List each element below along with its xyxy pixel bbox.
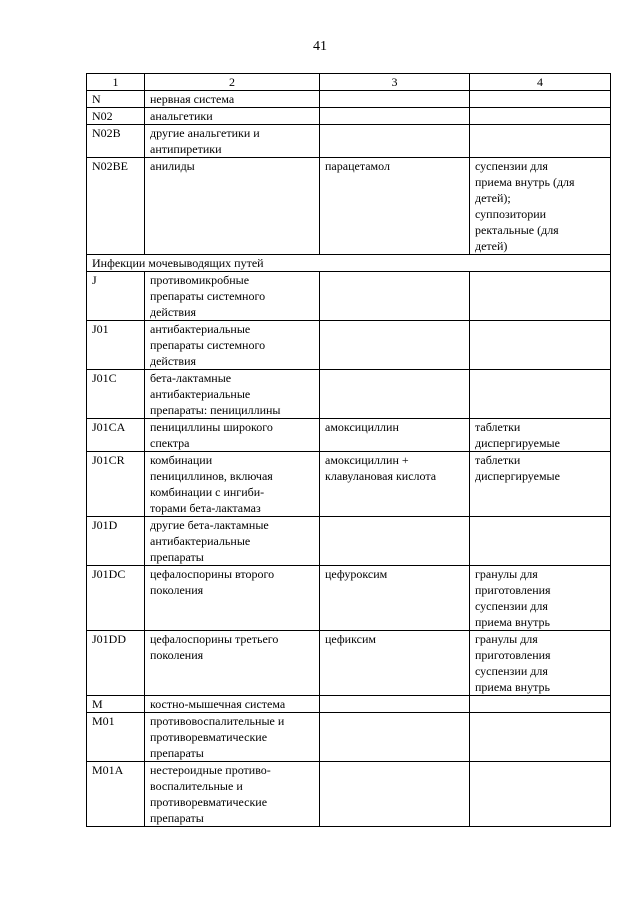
table-row bbox=[87, 158, 611, 255]
substance-cell: парацетамол bbox=[320, 158, 470, 255]
substance-cell: амоксициллин bbox=[320, 419, 470, 452]
group-cell: цефалоспорины второго поколения bbox=[145, 566, 320, 631]
substance-cell bbox=[320, 696, 470, 713]
table-header-row bbox=[87, 74, 611, 91]
drug-table-body bbox=[87, 74, 611, 827]
atc-code-cell: J01DC bbox=[87, 566, 145, 631]
column-header: 2 bbox=[145, 74, 320, 91]
dosage-form-cell bbox=[470, 517, 611, 566]
atc-code-cell: N02B bbox=[87, 125, 145, 158]
substance-cell bbox=[320, 370, 470, 419]
section-row bbox=[87, 255, 611, 272]
table-row bbox=[87, 370, 611, 419]
dosage-form-cell bbox=[470, 713, 611, 762]
group-cell: противовоспалительные и противоревматические препараты bbox=[145, 713, 320, 762]
table-row bbox=[87, 108, 611, 125]
substance-cell bbox=[320, 517, 470, 566]
table-row bbox=[87, 517, 611, 566]
group-cell: другие анальгетики и антипиретики bbox=[145, 125, 320, 158]
substance-cell bbox=[320, 272, 470, 321]
group-cell: нервная система bbox=[145, 91, 320, 108]
dosage-form-cell bbox=[470, 125, 611, 158]
table-row bbox=[87, 713, 611, 762]
table-row bbox=[87, 696, 611, 713]
column-header: 4 bbox=[470, 74, 611, 91]
atc-code-cell: J01C bbox=[87, 370, 145, 419]
table-row bbox=[87, 321, 611, 370]
table-row bbox=[87, 419, 611, 452]
atc-code-cell: J01CR bbox=[87, 452, 145, 517]
group-cell: анальгетики bbox=[145, 108, 320, 125]
group-cell: пенициллины широкого спектра bbox=[145, 419, 320, 452]
group-cell: цефалоспорины третьего поколения bbox=[145, 631, 320, 696]
table-row bbox=[87, 91, 611, 108]
dosage-form-cell: суспензии для приема внутрь (для детей); суппозитории ректальные (для детей) bbox=[470, 158, 611, 255]
group-cell: другие бета-лактамные антибактериальные препараты bbox=[145, 517, 320, 566]
substance-cell bbox=[320, 91, 470, 108]
atc-code-cell: J01 bbox=[87, 321, 145, 370]
section-title: Инфекции мочевыводящих путей bbox=[87, 255, 611, 272]
dosage-form-cell bbox=[470, 762, 611, 827]
table-row bbox=[87, 452, 611, 517]
dosage-form-cell: гранулы для приготовления суспензии для приема внутрь bbox=[470, 566, 611, 631]
page-number: 41 bbox=[313, 39, 327, 54]
dosage-form-cell: таблетки диспергируемые bbox=[470, 452, 611, 517]
dosage-form-cell bbox=[470, 91, 611, 108]
substance-cell: цефиксим bbox=[320, 631, 470, 696]
dosage-form-cell bbox=[470, 696, 611, 713]
table-row bbox=[87, 566, 611, 631]
group-cell: комбинации пенициллинов, включая комбинации с ингиби- торами бета-лактамаз bbox=[145, 452, 320, 517]
group-cell: бета-лактамные антибактериальные препараты: пенициллины bbox=[145, 370, 320, 419]
atc-code-cell: M01A bbox=[87, 762, 145, 827]
dosage-form-cell bbox=[470, 108, 611, 125]
atc-code-cell: J01DD bbox=[87, 631, 145, 696]
dosage-form-cell bbox=[470, 321, 611, 370]
table-row bbox=[87, 631, 611, 696]
drug-table bbox=[86, 73, 611, 827]
atc-code-cell: J bbox=[87, 272, 145, 321]
column-header: 3 bbox=[320, 74, 470, 91]
column-header: 1 bbox=[87, 74, 145, 91]
table-row bbox=[87, 762, 611, 827]
substance-cell: амоксициллин + клавулановая кислота bbox=[320, 452, 470, 517]
substance-cell bbox=[320, 321, 470, 370]
group-cell: костно-мышечная система bbox=[145, 696, 320, 713]
substance-cell bbox=[320, 713, 470, 762]
atc-code-cell: M01 bbox=[87, 713, 145, 762]
substance-cell bbox=[320, 125, 470, 158]
substance-cell bbox=[320, 108, 470, 125]
group-cell: противомикробные препараты системного действия bbox=[145, 272, 320, 321]
dosage-form-cell bbox=[470, 370, 611, 419]
atc-code-cell: J01D bbox=[87, 517, 145, 566]
substance-cell bbox=[320, 762, 470, 827]
atc-code-cell: N02BE bbox=[87, 158, 145, 255]
dosage-form-cell: таблетки диспергируемые bbox=[470, 419, 611, 452]
dosage-form-cell: гранулы для приготовления суспензии для приема внутрь bbox=[470, 631, 611, 696]
dosage-form-cell bbox=[470, 272, 611, 321]
substance-cell: цефуроксим bbox=[320, 566, 470, 631]
atc-code-cell: N02 bbox=[87, 108, 145, 125]
group-cell: анилиды bbox=[145, 158, 320, 255]
table-row bbox=[87, 125, 611, 158]
atc-code-cell: M bbox=[87, 696, 145, 713]
group-cell: нестероидные противо- воспалительные и противоревматические препараты bbox=[145, 762, 320, 827]
atc-code-cell: N bbox=[87, 91, 145, 108]
table-row bbox=[87, 272, 611, 321]
group-cell: антибактериальные препараты системного действия bbox=[145, 321, 320, 370]
atc-code-cell: J01CA bbox=[87, 419, 145, 452]
